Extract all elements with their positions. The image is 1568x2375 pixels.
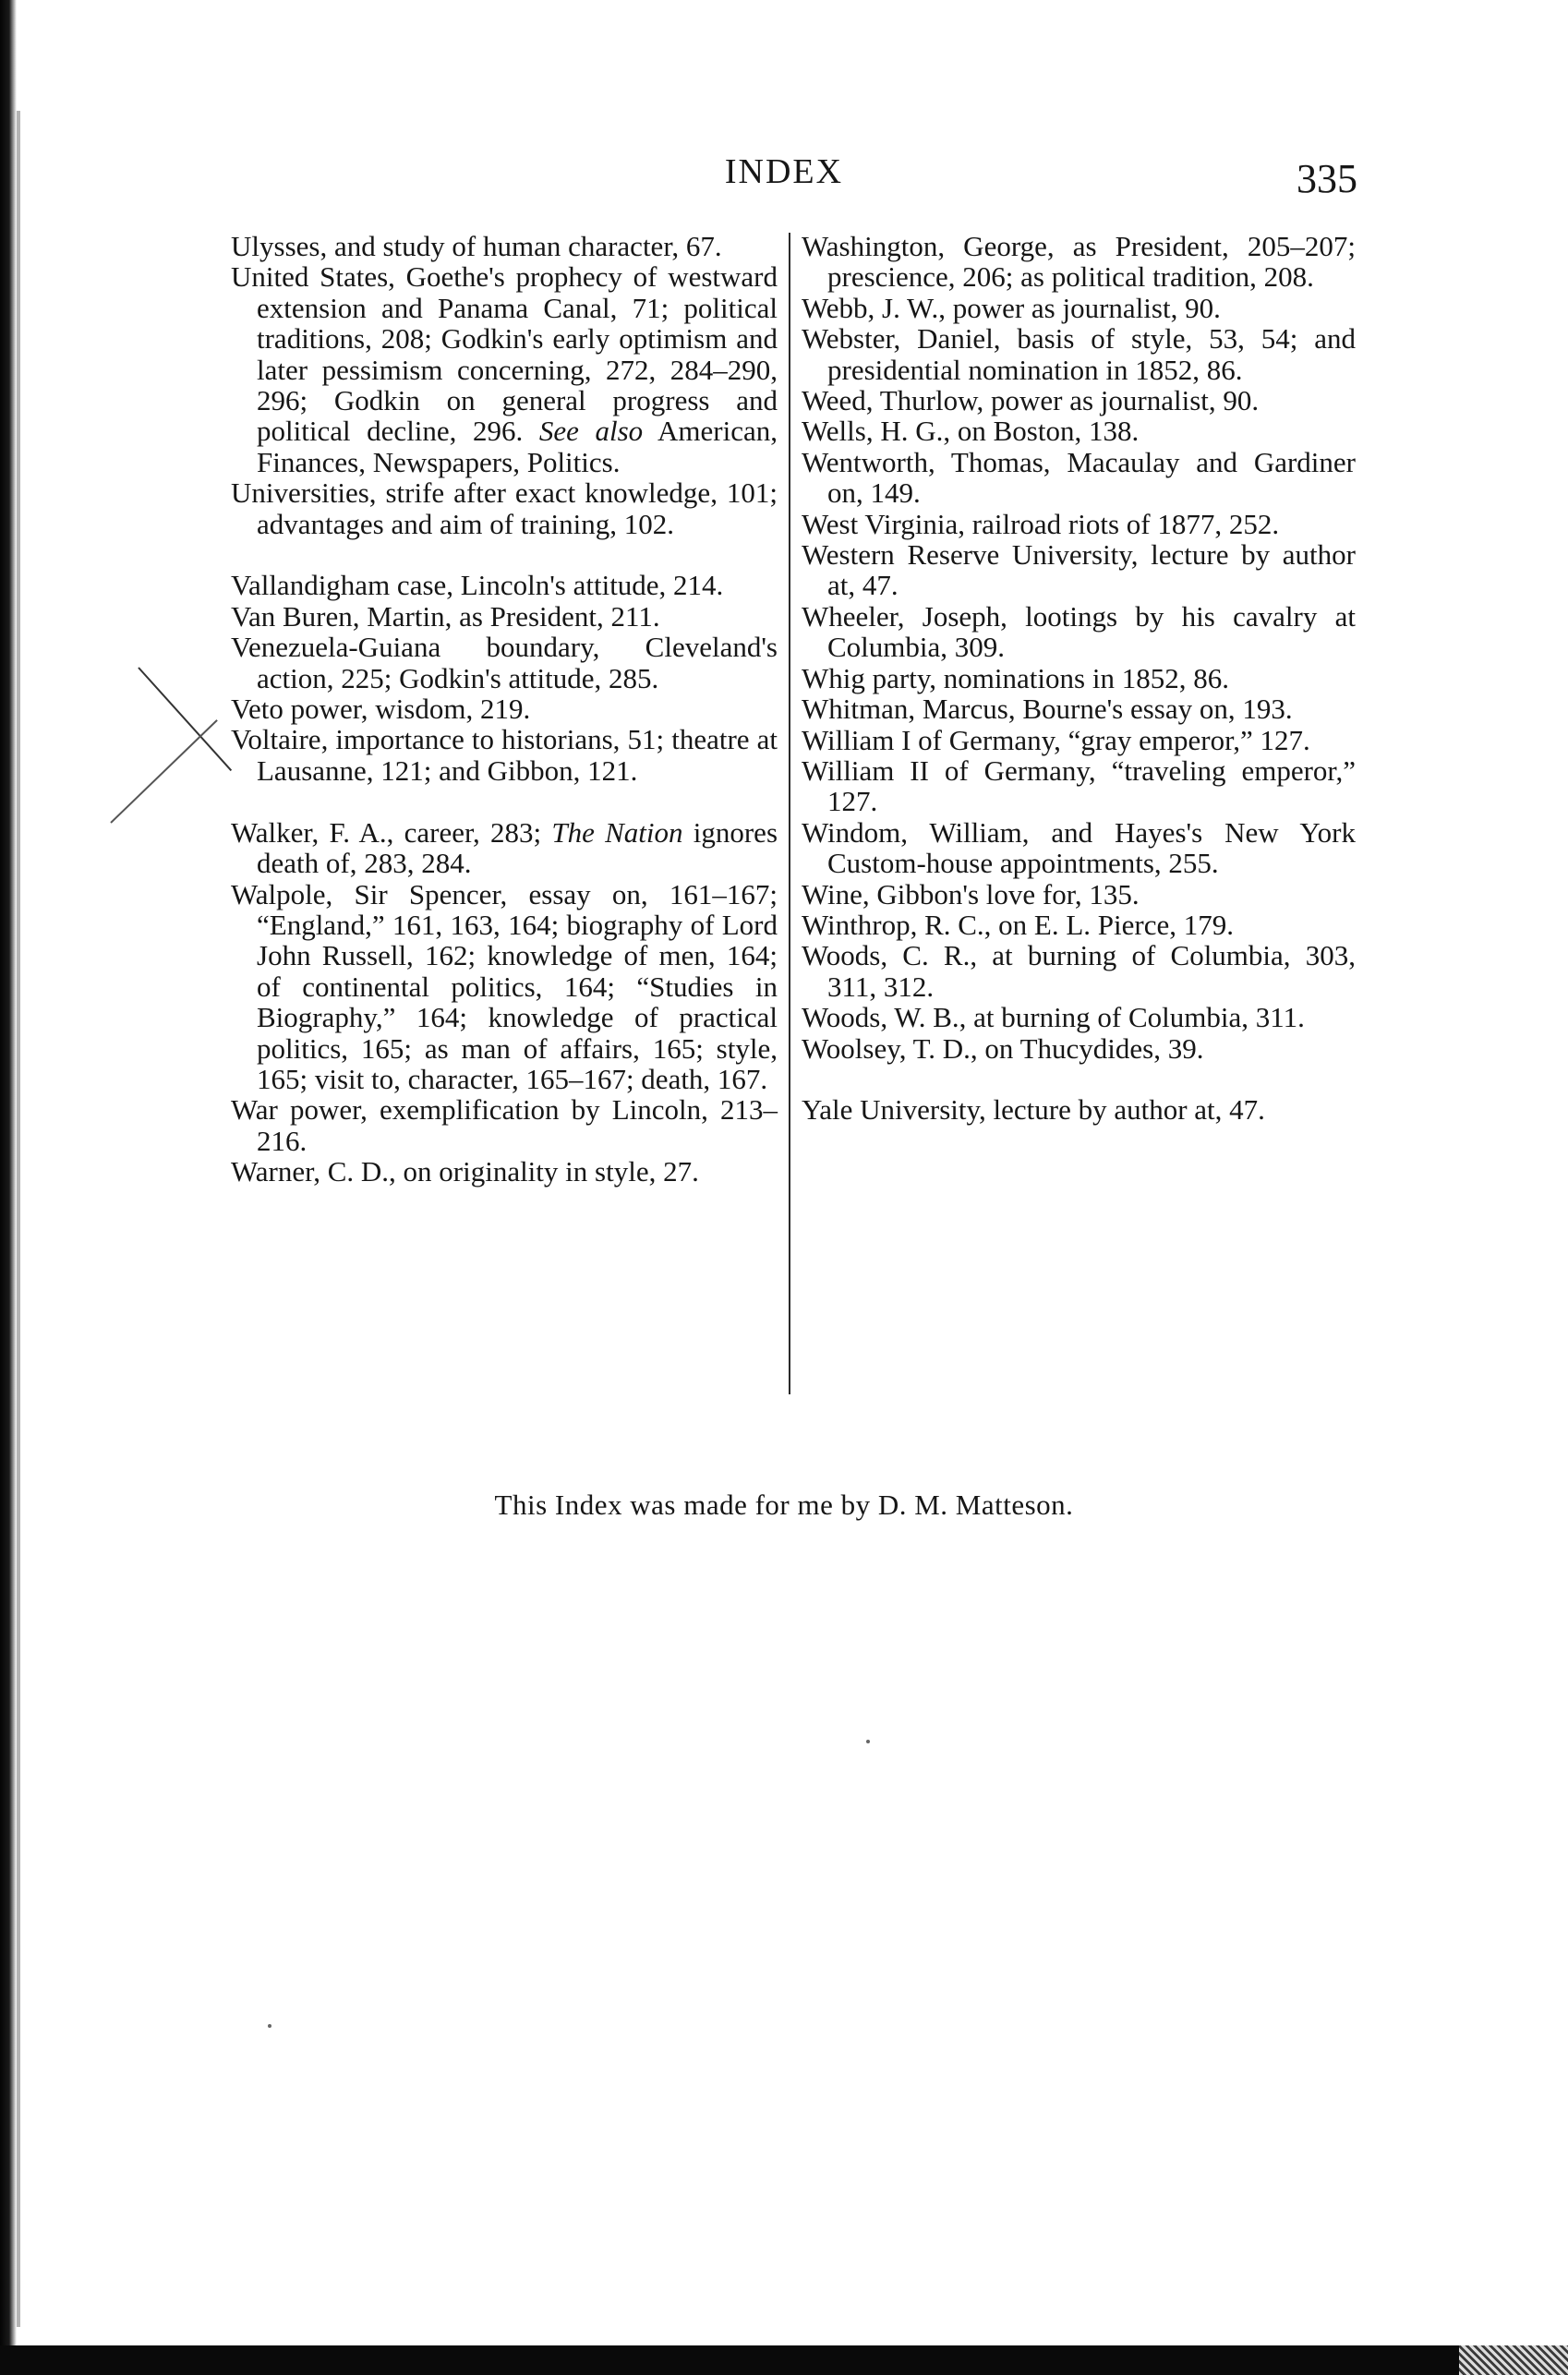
index-entry-text: West Virginia, railroad riots of 1877, 252. — [802, 507, 1280, 540]
index-entry — [802, 910, 1356, 940]
index-entry — [802, 940, 1356, 1002]
index-entry — [802, 539, 1356, 601]
index-entry-text: Vallandigham case, Lincoln's attitude, 214. — [231, 569, 724, 602]
index-entry — [802, 725, 1356, 755]
index-entry-text: American, Finances, Newspapers, Politics. — [257, 415, 778, 478]
footer-note: This Index was made for me by D. M. Matteson. — [494, 1489, 1074, 1521]
index-entry — [231, 724, 778, 786]
page-title: INDEX — [724, 152, 844, 191]
letter-group-gap — [231, 539, 778, 570]
index-entry-italic: The Nation — [551, 815, 683, 849]
index-entry — [802, 693, 1356, 724]
index-entry — [802, 1033, 1356, 1064]
index-entry-text: Veto power, wisdom, 219. — [231, 693, 531, 726]
index-entry-text: Whitman, Marcus, Bourne's essay on, 193. — [802, 693, 1293, 726]
index-entry — [231, 632, 778, 693]
index-entry-text: Walpole, Sir Spencer, essay on, 161–167; “England,” 161, 163, 164; biography of Lord John Russell, 162; knowledge of men, 164; of continental politics, 164; “Studies in Biography,” 164; knowledge of practical politics, 165; as man of affairs, 165; style, 165; visit to, character, 165–167; death, 167. — [231, 877, 778, 1095]
letter-group-gap — [802, 1064, 1356, 1094]
index-entry-text: Webb, J. W., power as journalist, 90. — [802, 291, 1221, 324]
index-entry-text: Wells, H. G., on Boston, 138. — [802, 415, 1140, 448]
index-entry — [802, 231, 1356, 293]
index-entry — [231, 570, 778, 600]
index-entry-text: War power, exemplification by Lincoln, 213–216. — [231, 1093, 778, 1157]
index-entry-text: Winthrop, R. C., on E. L. Pierce, 179. — [802, 908, 1234, 941]
index-entry-text: Windom, William, and Hayes's New York Custom-house appointments, 255. — [802, 815, 1356, 880]
index-entry-text: Washington, George, as President, 205–207; prescience, 206; as political tradition, 208. — [802, 230, 1356, 294]
margin-pencil-mark — [138, 667, 232, 771]
index-entry — [231, 231, 778, 261]
index-entry-text: Wentworth, Thomas, Macaulay and Gardiner on, 149. — [802, 445, 1356, 510]
scan-bottom-edge — [0, 2345, 1568, 2375]
index-entry — [802, 447, 1356, 509]
index-entry — [802, 1094, 1356, 1125]
scan-edge-pattern — [1459, 2345, 1568, 2375]
index-entry — [802, 817, 1356, 879]
index-entry-text: Webster, Daniel, basis of style, 53, 54; and presidential nomination in 1852, 86. — [802, 322, 1356, 386]
index-entry — [802, 1002, 1356, 1032]
index-entry — [231, 1156, 778, 1187]
column-divider — [789, 233, 790, 1394]
index-entry-text: Woods, C. R., at burning of Columbia, 303, 311, 312. — [802, 939, 1356, 1003]
index-entry-text: Universities, strife after exact knowledge, 101; advantages and aim of training, 102. — [231, 476, 778, 540]
index-entry — [802, 416, 1356, 446]
index-entry — [802, 755, 1356, 817]
index-entry-text: William II of Germany, “traveling emperor,” 127. — [802, 753, 1356, 818]
index-entry-text: Van Buren, Martin, as President, 211. — [231, 599, 660, 633]
index-entry — [231, 261, 778, 477]
index-entry — [231, 477, 778, 539]
index-entry — [231, 1094, 778, 1156]
index-entry — [231, 693, 778, 724]
page-binding-edge — [0, 0, 17, 2375]
index-entry — [802, 601, 1356, 663]
index-entry — [802, 509, 1356, 539]
index-entry-text: Venezuela-Guiana boundary, Cleveland's action, 225; Godkin's attitude, 285. — [231, 631, 778, 694]
index-entry-text: Yale University, lecture by author at, 47. — [802, 1093, 1265, 1127]
index-entry-text: Walker, F. A., career, 283; — [231, 815, 552, 849]
index-entry — [802, 879, 1356, 910]
index-column-left — [231, 231, 778, 1188]
index-entry-text: United States, Goethe's prophecy of westward extension and Panama Canal, 71; political traditions, 208; Godkin's early optimism and later pessimism concerning, 272, 284–290, 296; Godkin on general progress and political decline, 296. — [231, 260, 778, 448]
index-entry-text: Voltaire, importance to historians, 51; theatre at Lausanne, 121; and Gibbon, 121. — [231, 723, 778, 787]
index-entry — [802, 663, 1356, 693]
index-entry-text: Western Reserve University, lecture by author at, 47. — [802, 538, 1356, 602]
scan-speck — [268, 2024, 271, 2028]
index-column-right — [802, 231, 1356, 1126]
index-entry — [802, 293, 1356, 323]
index-entry — [231, 879, 778, 1095]
index-entry-text: Wheeler, Joseph, lootings by his cavalry at Columbia, 309. — [802, 599, 1356, 664]
index-entry-text: ignores death of, 283, 284. — [257, 815, 778, 880]
index-entry — [802, 385, 1356, 416]
index-entry — [802, 323, 1356, 385]
index-entry-text: Wine, Gibbon's love for, 135. — [802, 877, 1140, 910]
index-entry — [231, 601, 778, 632]
margin-pencil-mark — [110, 719, 217, 824]
index-entry-text: Woods, W. B., at burning of Columbia, 311. — [802, 1001, 1305, 1034]
index-entry-text: William I of Germany, “gray emperor,” 127. — [802, 723, 1310, 756]
index-entry-text: Ulysses, and study of human character, 67. — [231, 230, 722, 262]
index-entry-italic: See also — [538, 415, 644, 448]
letter-group-gap — [231, 786, 778, 816]
index-entry-text: Woolsey, T. D., on Thucydides, 39. — [802, 1031, 1204, 1065]
page-number: 335 — [1297, 156, 1357, 201]
index-entry-text: Weed, Thurlow, power as journalist, 90. — [802, 384, 1260, 417]
index-entry — [231, 817, 778, 879]
index-entry-text: Whig party, nominations in 1852, 86. — [802, 661, 1229, 694]
page-binding-shadow — [17, 111, 20, 2327]
index-entry-text: Warner, C. D., on originality in style, 27. — [231, 1155, 699, 1188]
scan-speck — [866, 1740, 870, 1743]
